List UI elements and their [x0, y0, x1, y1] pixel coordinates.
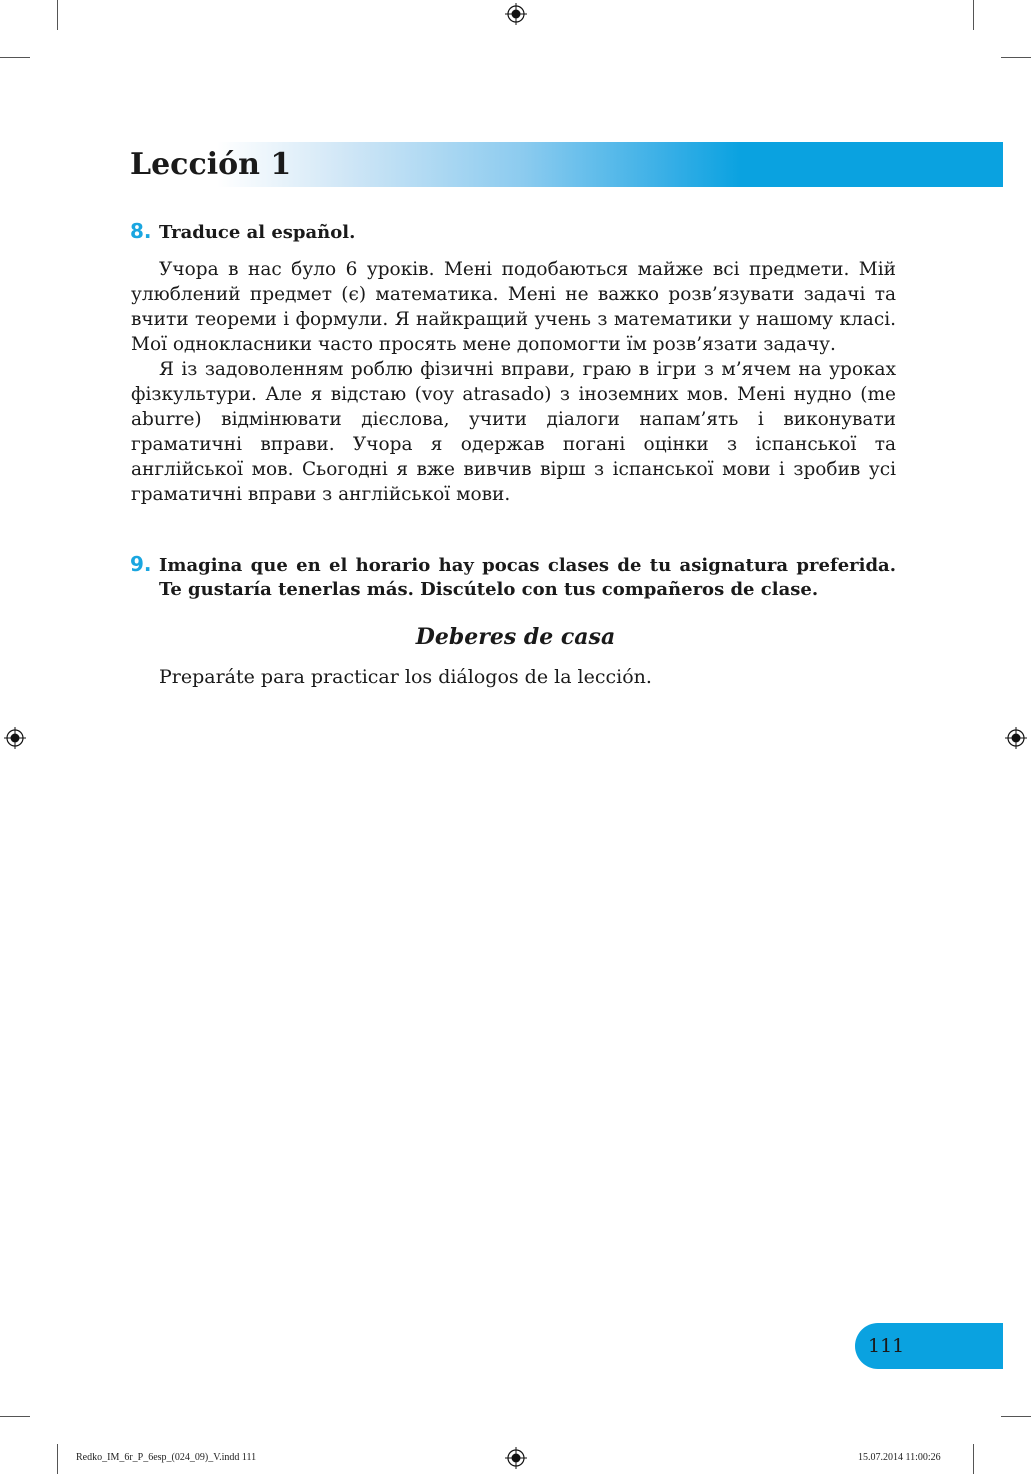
registration-mark-icon: [4, 727, 26, 749]
exercise-instruction: Imagina que en el horario hay pocas clases de tu asignatura preferida. Te gustaría tenerlas más. Discútelo con tus compañeros de clase.: [159, 555, 896, 600]
registration-mark-icon: [505, 3, 527, 25]
crop-mark: [57, 0, 58, 30]
crop-mark: [0, 1416, 30, 1417]
registration-mark-icon: [1005, 727, 1027, 749]
crop-mark: [973, 1444, 974, 1474]
homework-text: Preparáte para practicar los diálogos de la lección.: [159, 666, 652, 688]
print-slug-file: Redko_IM_6r_P_6esp_(024_09)_V.indd 111: [76, 1452, 257, 1463]
crop-mark: [1001, 57, 1031, 58]
lesson-title: Lección 1: [130, 147, 292, 182]
print-slug-datetime: 15.07.2014 11:00:26: [858, 1452, 941, 1463]
crop-mark: [57, 1444, 58, 1474]
exercise-instruction: Traduce al español.: [159, 222, 356, 243]
homework-title: Deberes de casa: [415, 624, 616, 650]
crop-mark: [1001, 1416, 1031, 1417]
exercise-number: 9.: [130, 552, 152, 576]
exercise-number: 8.: [130, 219, 152, 243]
page-number: 111: [868, 1335, 905, 1357]
paragraph: Учора в нас було 6 уроків. Мені подобаються майже всі предмети. Мій улюблений предмет (є) математика. Мені не важко розв’язувати задачі та вчити теореми і формули. Я найкращий учень з математики у нашому класі. Мої однокласники часто просять мене допомогти їм розв’язати задачу.: [131, 259, 896, 355]
registration-mark-icon: [505, 1447, 527, 1469]
crop-mark: [973, 0, 974, 30]
translation-text: [131, 257, 896, 507]
paragraph: Я із задоволенням роблю фізичні вправи, граю в ігри з м’ячем на уроках фізкультури. Але я відстаю (voy atrasado) з іноземних мов. Мені нудно (me aburre) відмінювати дієслова, учити діалоги напам’ять і виконувати граматичні вправи. Учора я одержав погані оцінки з іспанської та англійської мов. Сьогодні я вже вивчив вірш з іспанської мови і зробив усі граматичні вправи з англійської мови.: [131, 359, 896, 505]
crop-mark: [0, 57, 30, 58]
